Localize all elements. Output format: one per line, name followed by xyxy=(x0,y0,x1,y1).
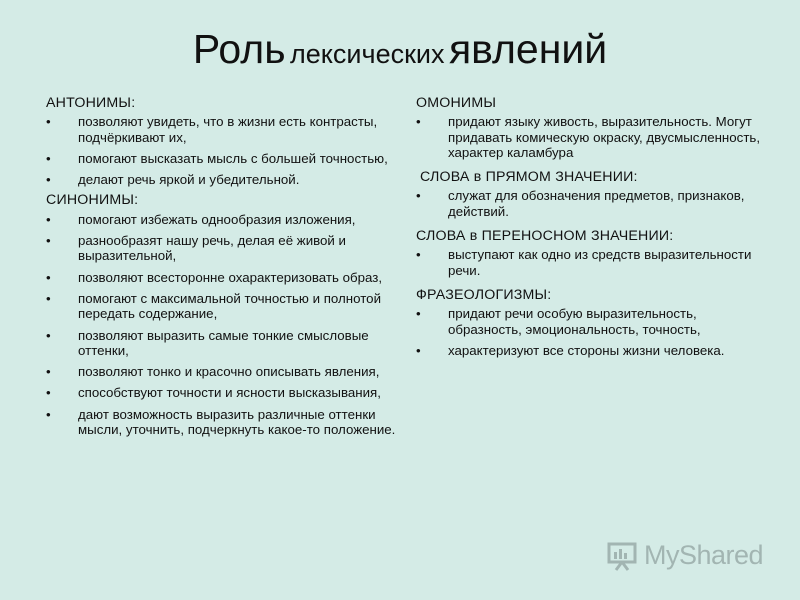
list-item: • выступают как одно из средств выразительности речи. xyxy=(416,247,752,278)
bullet: • xyxy=(46,269,51,285)
left-column xyxy=(46,96,396,443)
right-column xyxy=(416,96,766,364)
slide-title xyxy=(0,26,800,73)
antonyms-heading: АНТОНИМЫ: xyxy=(46,95,136,111)
antonyms-list xyxy=(46,114,396,187)
list-item: • позволяют выразить самые тонкие смысловые оттенки, xyxy=(46,327,369,358)
bullet: • xyxy=(46,233,51,249)
bullet: • xyxy=(416,114,421,130)
title-word-1: Роль xyxy=(192,26,286,72)
bullet: • xyxy=(416,342,421,358)
list-item: • помогают высказать мысль с большей точностью, xyxy=(46,150,388,166)
list-item: • придают языку живость, выразительность. Могут придавать комическую окраску, двусмысленность, характер каламбура xyxy=(416,114,761,160)
bullet: • xyxy=(46,172,51,188)
list-item: • способствуют точности и ясности высказывания, xyxy=(46,385,381,401)
direct-meaning-heading: СЛОВА в ПРЯМОМ ЗНАЧЕНИИ: xyxy=(420,169,638,186)
bullet: • xyxy=(416,306,421,322)
homonyms-heading: ОМОНИМЫ xyxy=(416,95,497,111)
figurative-meaning-heading: СЛОВА в ПЕРЕНОСНОМ ЗНАЧЕНИИ: xyxy=(416,228,674,245)
bullet: • xyxy=(46,327,51,343)
synonyms-heading: СИНОНИМЫ: xyxy=(46,192,139,209)
list-item: • помогают с максимальной точностью и полнотой передать содержание, xyxy=(46,290,381,322)
list-item: • разнообразят нашу речь, делая её живой и выразительной, xyxy=(46,233,346,264)
bullet: • xyxy=(46,114,51,130)
list-item: • служат для обозначения предметов, признаков, действий. xyxy=(416,188,745,219)
list-item: • делают речь яркой и убедительной. xyxy=(46,172,300,188)
list-item: • помогают избежать однообразия изложения, xyxy=(46,211,356,227)
bullet: • xyxy=(416,188,421,204)
synonyms-list xyxy=(46,212,396,438)
list-item: • характеризуют все стороны жизни человека. xyxy=(416,342,725,358)
bullet: • xyxy=(46,150,51,166)
bullet: • xyxy=(46,406,51,422)
title-word-3: явлений xyxy=(448,26,608,72)
watermark-text: MyShared xyxy=(644,539,764,570)
phraseology-list xyxy=(416,306,766,358)
list-item: • позволяют всесторонне охарактеризовать образ, xyxy=(46,269,383,285)
title-word-2: лексических xyxy=(290,39,445,69)
list-item: • позволяют увидеть, что в жизни есть контрасты, подчёркивают их, xyxy=(46,114,378,145)
phraseology-heading: ФРАЗЕОЛОГИЗМЫ: xyxy=(416,286,552,303)
myshared-watermark xyxy=(606,538,763,572)
list-item: • позволяют тонко и красочно описывать явления, xyxy=(46,364,380,380)
list-item: • придают речи особую выразительность, образность, эмоциональность, точность, xyxy=(416,306,701,337)
bullet: • xyxy=(46,385,51,401)
homonyms-list xyxy=(416,114,766,160)
presentation-board-icon xyxy=(606,538,640,572)
bullet: • xyxy=(46,290,51,306)
bullet: • xyxy=(46,364,51,380)
direct-meaning-list xyxy=(416,188,766,219)
bullet: • xyxy=(416,247,421,263)
bullet: • xyxy=(46,211,51,227)
figurative-meaning-list xyxy=(416,247,766,278)
list-item: • дают возможность выразить различные оттенки мысли, уточнить, подчеркнуть какое-то положение. xyxy=(46,406,396,438)
